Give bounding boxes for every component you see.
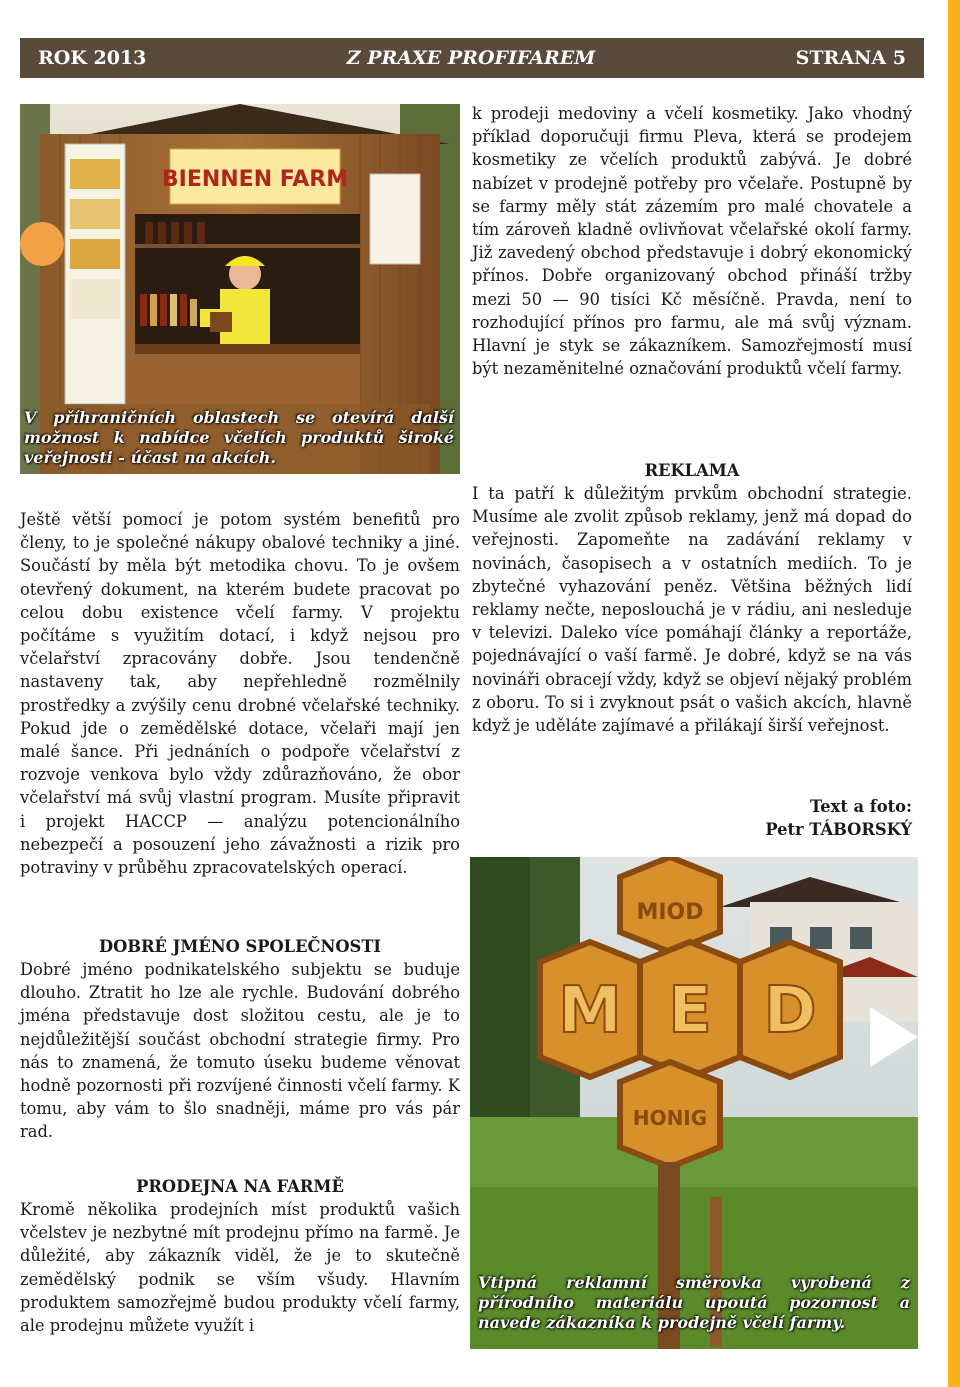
- header-section: Z PRAXE PROFIFAREM: [346, 47, 596, 69]
- heading-farm-shop: PRODEJNA NA FARMĚ: [136, 1177, 344, 1196]
- header-page-number: STRANA 5: [795, 47, 906, 69]
- paragraph-good-name: Dobré jméno podnikatelského subjektu se buduje dlouho. Ztratit ho lze ale rychle. Budování dobrého jména představuje dost složitou cestu, ale je to nejdůležitější součást obchodní strategie firmy. Pro nás to znamená, že tomuto úseku budeme věnovat hodně pozornosti při rozvíjené činnosti včelí farmy. K tomu, aby vám to šlo snadněji, máme pro vás pár rad.: [20, 960, 460, 1142]
- right-paragraph-shop: k prodeji medoviny a včelí kosmetiky. Jako vhodný příklad doporučuji firmu Pleva, která se prodejem kosmetiky ze včelích produktů zabývá. Je dobré nabízet v prodejně potřeby pro včelaře. Postupně by se farmy měly stát zázemím pro malé chovatele a tím zároveň kladně ovlivňovat včelařské okolí farmy. Již zavedený obchod představuje i dobrý ekonomický přínos. Dobře organizovaný obchod přináší tržby mezi 50 — 90 tisíci Kč měsíčně. Pravda, není to rozhodující přínos pro farmu, ale má svůj význam. Hlavní je styk se zákazníkem. Samozřejmostí musí být nezaměnitelné označování produktů včelí farmy.: [472, 104, 912, 379]
- section-good-name: [20, 936, 460, 1144]
- stall-sign-text: BIENNEN FARM: [161, 167, 349, 192]
- author-credit: [472, 795, 912, 841]
- sign-bottom-text: HONIG: [632, 1106, 708, 1130]
- credit-author: Petr TÁBORSKÝ: [765, 820, 912, 839]
- sign-letter-m: M: [558, 974, 622, 1048]
- right-column: [472, 102, 912, 380]
- heading-advertising: REKLAMA: [644, 461, 740, 480]
- sign-letter-d: D: [763, 974, 817, 1048]
- photo1-caption: V příhraničních oblastech se otevírá další možnost k nabídce včelích produktů široké veřejnosti - účast na akcích.: [24, 408, 454, 467]
- paragraph-advertising: I ta patří k důležitým prvkům obchodní strategie. Musíme ale zvolit způsob reklamy, jenž má dopad do veřejnosti. Zapomeňte na zadávání reklamy v novinách, časopisech a v ostatních mediích. To je zbytečné vyhazování peněz. Většina běžných lidí reklamy nečte, neposlouchá je v rádiu, ani nesleduje v televizi. Daleko více pomáhají články a reportáže, pojednávající o vaší farmě. Je dobré, když se na vás novináři obracejí vždy, když se objeví nějaký problém z oboru. To si i zvyknout psát o vašich akcích, hlavně když je uděláte zajímavé a přilákají širší veřejnost.: [472, 484, 912, 736]
- sign-letter-e: E: [668, 974, 712, 1048]
- sign-top-text: MIOD: [636, 900, 704, 925]
- section-farm-shop: [20, 1176, 460, 1337]
- credit-label: Text a foto:: [810, 797, 912, 816]
- header-year: ROK 2013: [38, 47, 147, 69]
- section-advertising: [472, 460, 912, 737]
- left-paragraph-benefits: Ještě větší pomocí je potom systém benefitů pro členy, to je společné nákupy obalové techniky a jiné. Součástí by měla být metodika chovu. To je ovšem otevřený dokument, na kterém budete pracovat po celou dobu existence včelí farmy. V projektu počítáme s využitím dotací, i když nejsou pro včelařství zpracovány dobře. Jsou tendenčně nastaveny tak, aby nepřehledně rozmělnily prostředky a zvýšily cenu drobné včelařské techniky. Pokud jde o zemědělské dotace, včelaři mají jen malé šance. Při jednáních o podpoře včelařství z rozvoje venkova bylo vždy zdůrazňováno, že obor včelařství má svůj vlastní program. Musíte připravit i projekt HACCP — analýzu potencionálního nebezpečí a posouzení jeho závažnosti a rizik pro potraviny v průběhu zpracovatelských operací.: [20, 510, 460, 878]
- photo2-caption: Vtipná reklamní směrovka vyrobená z přírodního materiálu upoutá pozornost a navede zákazníka k prodejně včelí farmy.: [478, 1273, 910, 1332]
- paragraph-farm-shop: Kromě několika prodejních míst produktů vašich včelstev je nezbytné mít prodejnu přímo na farmě. Je důležité, aby zákazník viděl, že je to skutečně zemědělský podnik se vším všudy. Hlavním produktem samozřejmě budou produkty včelí farmy, ale prodejnu můžete využít i: [20, 1200, 460, 1336]
- page-header: [20, 38, 924, 78]
- heading-good-name: DOBRÉ JMÉNO SPOLEČNOSTI: [98, 937, 382, 956]
- left-column: [20, 508, 460, 879]
